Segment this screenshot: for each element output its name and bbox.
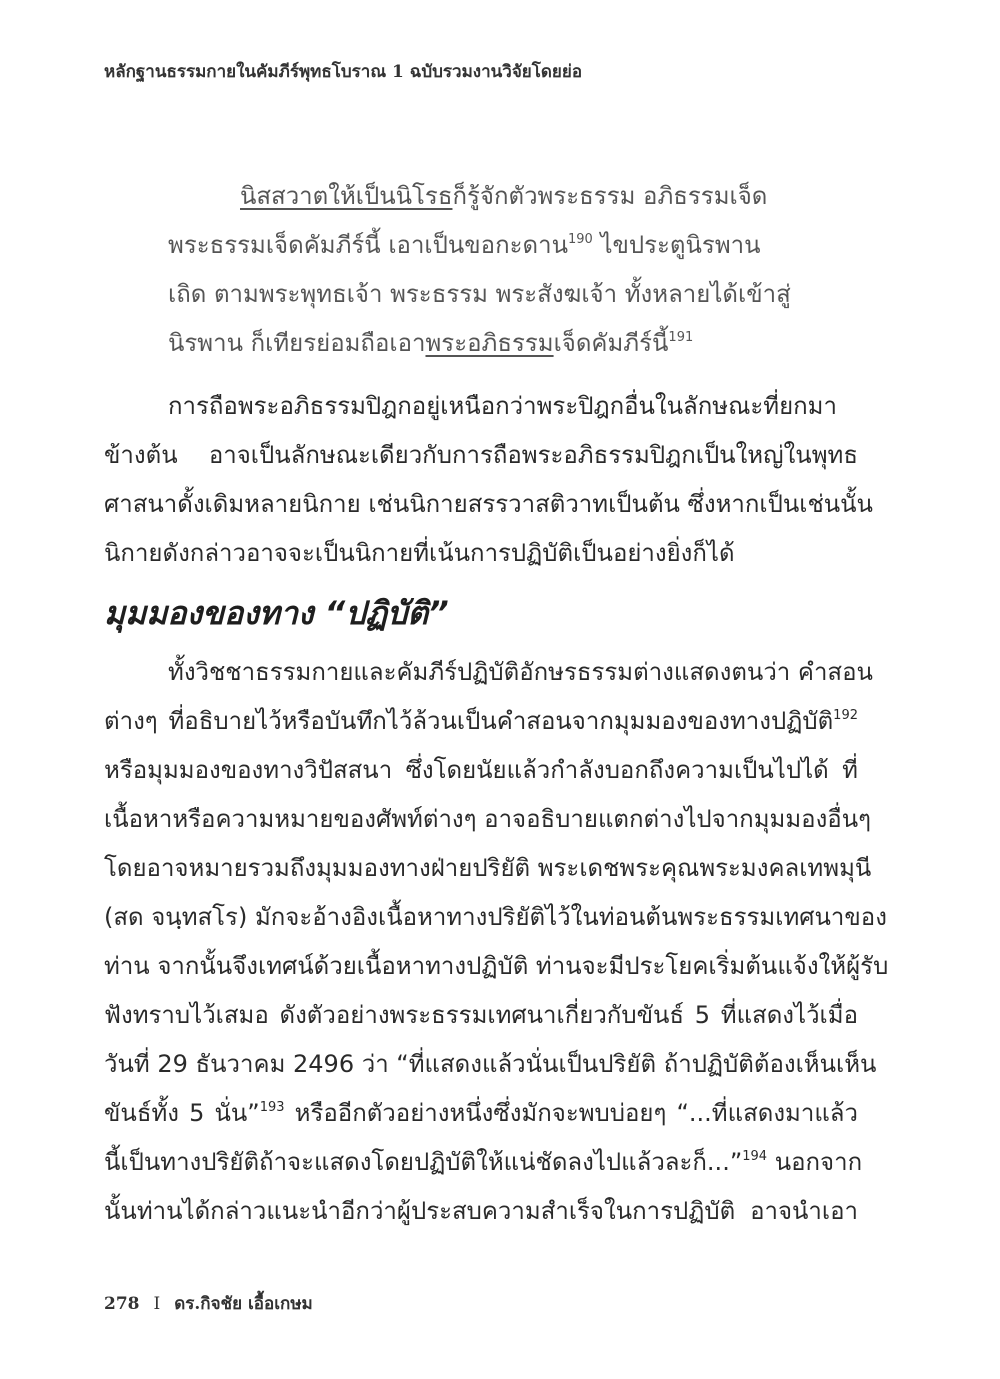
paragraph-line [104,697,858,746]
running-head: หลักฐานธรรมกายในคัมภีร์พุทธโบราณ 1 ฉบับรวมงานวิจัยโดยย่อ [104,62,583,82]
footnote-ref-190[interactable]: 190 [567,232,593,247]
paragraph-line: ฟังทราบไว้เสมอ ดังตัวอย่างพระธรรมเทศนาเกี่ยวกับขันธ์ 5 ที่แสดงไว้เมื่อ [104,1001,858,1029]
paragraph-line: ทั้งวิชชาธรรมกายและคัมภีร์ปฏิบัติอักษรธรรมต่างแสดงตนว่า คำสอน [168,658,873,686]
paragraph-line: หรือมุมมองของทางวิปัสสนา ซึ่งโดยนัยแล้วกำลังบอกถึงความเป็นไปได้ ที่ [104,756,858,784]
section-heading: มุมมองของทาง “ปฏิบัติ” [104,594,449,632]
paragraph-line: (สด จนฺทสโร) มักจะอ้างอิงเนื้อหาทางปริยัติไว้ในท่อนต้นพระธรรมเทศนาของ [104,903,887,931]
paragraph-line [104,1138,863,1187]
paragraph-line: โดยอาจหมายรวมถึงมุมมองทางฝ่ายปริยัติ พระเดชพระคุณพระมงคลเทพมุนี [104,854,872,882]
underlined-term: นิสสวาตให้เป็นนิโรธ [240,182,453,210]
quote-line-1 [168,172,858,221]
paragraph-line: เนื้อหาหรือความหมายของศัพท์ต่างๆ อาจอธิบายแตกต่างไปจากมุมมองอื่นๆ [104,805,872,833]
paragraph-text: ต่างๆ ที่อธิบายไว้หรือบันทึกไว้ล้วนเป็นคำสอนจากมุมมองของทางปฏิบัติ [104,707,834,735]
paragraph-line: ศาสนาดั้งเดิมหลายนิกาย เช่นนิกายสรรวาสติวาทเป็นต้น ซึ่งหากเป็นเช่นนั้น [104,490,873,518]
paragraph-text: ขันธ์ทั้ง 5 นั่น” [104,1099,260,1127]
paragraph-line: การถือพระอภิธรรมปิฎกอยู่เหนือกว่าพระปิฎกอื่นในลักษณะที่ยกมา [168,392,837,420]
paragraph-line: นั้นท่านได้กล่าวแนะนำอีกว่าผู้ประสบความสำเร็จในการปฏิบัติ อาจนำเอา [104,1197,858,1225]
page-footer [104,1290,313,1317]
paragraph-line [104,1089,858,1138]
footnote-ref-191[interactable]: 191 [668,330,694,345]
block-quote [168,172,858,368]
quote-text: เจ็ดคัมภีร์นี้ [553,329,669,357]
footnote-ref-192[interactable]: 192 [833,708,858,723]
quote-line-4 [168,319,858,368]
footnote-ref-193[interactable]: 193 [259,1100,285,1115]
paragraph-2 [104,648,889,1236]
quote-line-2 [168,221,858,270]
quote-text: พระธรรมเจ็ดคัมภีร์นี้ เอาเป็นขอกะดาน [168,231,568,259]
paragraph-text: หรืออีกตัวอย่างหนึ่งซึ่งมักจะพบบ่อยๆ “...ที่แสดงมาแล้ว [284,1099,858,1127]
paragraph-line: ข้างต้น อาจเป็นลักษณะเดียวกับการถือพระอภิธรรมปิฎกเป็นใหญ่ในพุทธ [104,441,858,469]
author-name: ดร.กิจชัย เอื้อเกษม [174,1294,313,1314]
quote-line-3: เถิด ตามพระพุทธเจ้า พระธรรม พระสังฆเจ้า ทั้งหลายได้เข้าสู่ [168,280,791,308]
paragraph-1 [104,382,873,578]
page-number: 278 [104,1294,140,1314]
quote-text: ก็รู้จักตัวพระธรรม อภิธรรมเจ็ด [452,182,768,210]
paragraph-text: นอกจาก [767,1148,863,1176]
paragraph-text: นี้เป็นทางปริยัติถ้าจะแสดงโดยปฏิบัติให้แน่ชัดลงไปแล้วละก็...” [104,1148,743,1176]
underlined-term: พระอภิธรรม [425,329,554,357]
paragraph-line: ท่าน จากนั้นจึงเทศน์ด้วยเนื้อหาทางปฏิบัติ ท่านจะมีประโยคเริ่มต้นแจ้งให้ผู้รับ [104,952,889,980]
paragraph-line: นิกายดังกล่าวอาจจะเป็นนิกายที่เน้นการปฏิบัติเป็นอย่างยิ่งก็ได้ [104,539,735,567]
quote-text: นิรพาน ก็เทียรย่อมถือเอา [168,329,426,357]
paragraph-line: วันที่ 29 ธันวาคม 2496 ว่า “ที่แสดงแล้วนั่นเป็นปริยัติ ถ้าปฏิบัติต้องเห็นเห็น [104,1050,877,1078]
quote-text: ไขประตูนิรพาน [592,231,761,259]
footnote-ref-194[interactable]: 194 [742,1149,768,1164]
footer-separator: I [153,1294,161,1314]
